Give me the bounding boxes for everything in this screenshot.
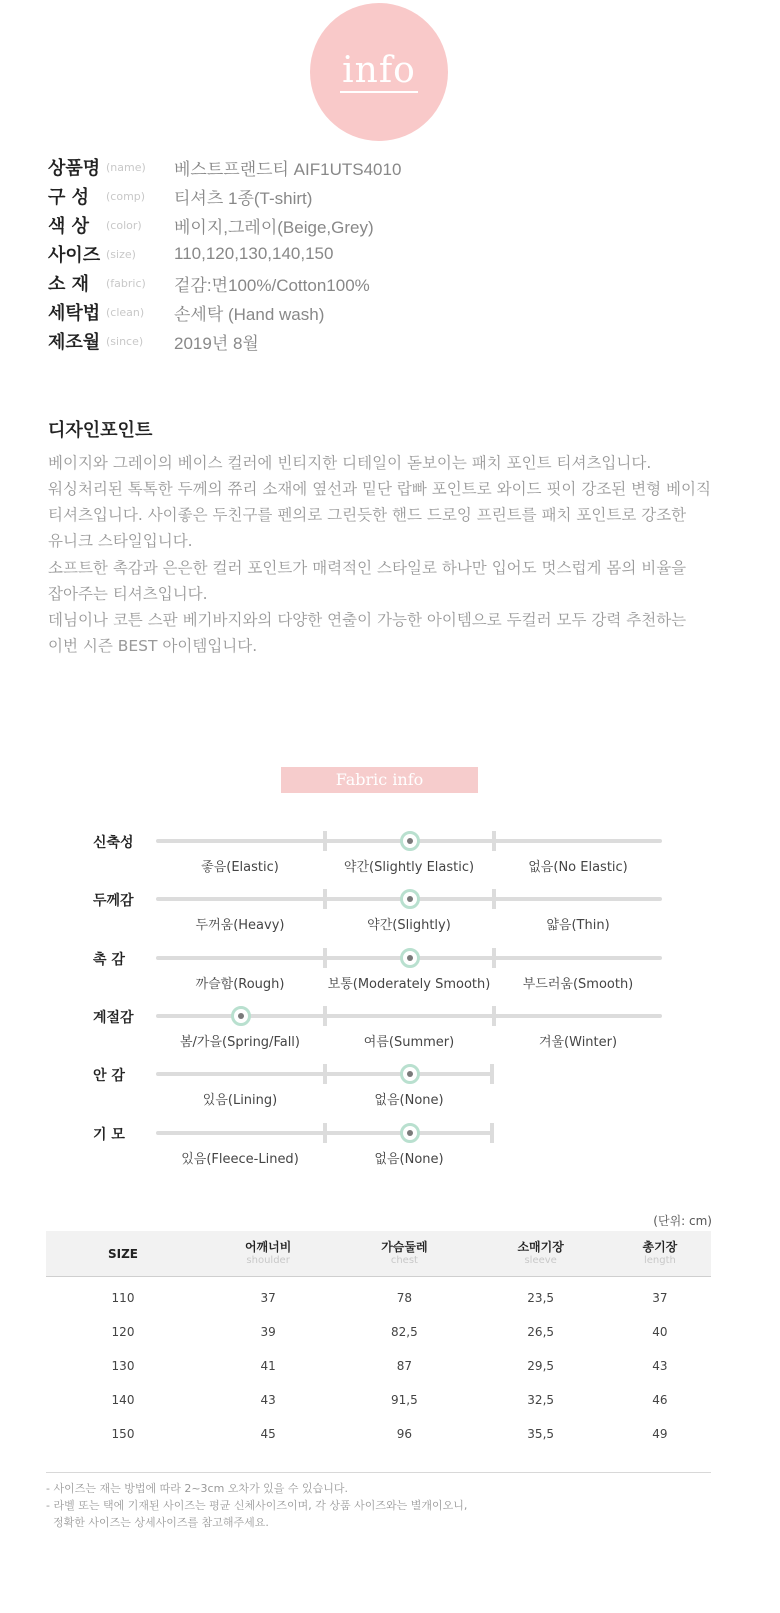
unit-label: (단위: cm) bbox=[653, 1214, 712, 1228]
table-cell: 43 bbox=[260, 1393, 276, 1407]
size-table-header bbox=[46, 1231, 711, 1277]
header-label: SIZE bbox=[107, 1246, 138, 1261]
info-value: 티셔츠 1종(T-shirt) bbox=[174, 188, 313, 208]
table-cell: 37 bbox=[260, 1291, 276, 1305]
info-sublabel: (clean) bbox=[106, 305, 145, 319]
header-sleeve bbox=[473, 1231, 609, 1277]
notes-divider bbox=[46, 1472, 711, 1473]
fabric-option-label: 보통(Moderately Smooth) bbox=[327, 977, 491, 992]
fabric-divider-tick bbox=[492, 948, 496, 968]
info-row-name bbox=[48, 154, 401, 180]
table-cell: 91,5 bbox=[391, 1393, 418, 1407]
info-label: 제조월 bbox=[48, 332, 101, 353]
header-label: 가슴둘레 bbox=[381, 1239, 428, 1254]
design-point-line: 잡아주는 티셔츠입니다. bbox=[48, 585, 208, 603]
table-cell: 96 bbox=[396, 1427, 413, 1441]
info-value: 110,120,130,140,150 bbox=[174, 244, 334, 263]
size-note: - 사이즈는 재는 방법에 따라 2~3cm 오차가 있을 수 있습니다. bbox=[46, 1482, 349, 1495]
fabric-row-label: 촉 감 bbox=[93, 952, 125, 968]
header-sublabel: sleeve bbox=[524, 1254, 557, 1266]
table-row bbox=[46, 1417, 711, 1451]
header-size bbox=[46, 1231, 200, 1277]
table-cell: 41 bbox=[260, 1359, 276, 1373]
design-point-line: 소프트한 촉감과 은은한 컬러 포인트가 매력적인 스타일로 하나만 입어도 멋스럽게 몸의 비율을 bbox=[48, 559, 687, 577]
table-row bbox=[46, 1277, 711, 1316]
table-cell: 130 bbox=[111, 1359, 135, 1373]
info-label: 구 성 bbox=[48, 187, 90, 208]
info-label: 세탁법 bbox=[48, 303, 101, 324]
fabric-option-label: 겨울(Winter) bbox=[538, 1035, 618, 1050]
info-row-size bbox=[48, 241, 333, 267]
info-value: 손세탁 (Hand wash) bbox=[174, 304, 325, 324]
info-sublabel: (since) bbox=[106, 334, 144, 348]
size-note: 정확한 사이즈는 상세사이즈를 참고해주세요. bbox=[46, 1516, 269, 1529]
fabric-option-label: 좋음(Elastic) bbox=[201, 860, 279, 875]
fabric-row-label: 안 감 bbox=[93, 1068, 125, 1084]
fabric-option-label: 두꺼움(Heavy) bbox=[195, 918, 285, 933]
fabric-option-label: 없음(None) bbox=[374, 1152, 444, 1167]
info-sublabel: (color) bbox=[106, 218, 142, 232]
fabric-row-label: 신축성 bbox=[93, 835, 134, 851]
fabric-row-label: 계절감 bbox=[93, 1010, 134, 1026]
info-row-color bbox=[48, 212, 374, 238]
table-cell: 82,5 bbox=[391, 1325, 418, 1339]
fabric-divider-tick bbox=[323, 889, 327, 909]
fabric-option-label: 있음(Fleece-Lined) bbox=[181, 1152, 299, 1167]
fabric-selected-marker bbox=[400, 1064, 420, 1084]
fabric-option-label: 얇음(Thin) bbox=[546, 918, 610, 933]
table-cell: 46 bbox=[652, 1393, 668, 1407]
table-row bbox=[46, 1349, 711, 1383]
design-point-line: 이번 시즌 BEST 아이템입니다. bbox=[48, 637, 258, 655]
info-row-since bbox=[48, 328, 259, 354]
fabric-divider-tick bbox=[323, 1064, 327, 1084]
info-label: 색 상 bbox=[48, 216, 90, 237]
size-note: - 라벨 또는 택에 기재된 사이즈는 평균 신체사이즈이며, 각 상품 사이즈와는 별개이오니, bbox=[46, 1499, 468, 1512]
fabric-divider-tick bbox=[492, 1006, 496, 1026]
fabric-option-label: 까슬함(Rough) bbox=[195, 977, 285, 992]
design-point-line: 워싱처리된 톡톡한 두께의 쮸리 소재에 옆선과 밑단 랍빠 포인트로 와이드 핏이 강조된 변형 베이직 bbox=[48, 480, 711, 498]
fabric-divider-tick bbox=[323, 948, 327, 968]
header-length bbox=[609, 1231, 711, 1277]
header-sublabel: length bbox=[643, 1254, 676, 1266]
fabric-option-label: 봄/가을(Spring/Fall) bbox=[179, 1035, 300, 1050]
table-cell: 29,5 bbox=[527, 1359, 555, 1373]
info-sublabel: (comp) bbox=[106, 189, 146, 203]
table-cell: 49 bbox=[652, 1427, 668, 1441]
info-value: 겉감:면100%/Cotton100% bbox=[174, 275, 370, 295]
fabric-divider-tick bbox=[323, 1123, 327, 1143]
header-chest bbox=[336, 1231, 472, 1277]
fabric-option-label: 없음(No Elastic) bbox=[528, 860, 628, 875]
fabric-option-label: 약간(Slightly Elastic) bbox=[343, 860, 475, 875]
fabric-option-label: 부드러움(Smooth) bbox=[522, 977, 634, 992]
info-row-clean bbox=[48, 299, 324, 325]
info-value: 베이지,그레이(Beige,Grey) bbox=[174, 217, 374, 237]
table-cell: 45 bbox=[260, 1427, 276, 1441]
fabric-row-label: 기 모 bbox=[93, 1127, 125, 1143]
table-cell: 37 bbox=[652, 1291, 668, 1305]
info-sublabel: (size) bbox=[106, 247, 136, 261]
info-value: 2019년 8월 bbox=[174, 333, 259, 353]
fabric-selected-marker bbox=[231, 1006, 251, 1026]
info-badge bbox=[310, 3, 448, 141]
fabric-selected-marker bbox=[400, 1123, 420, 1143]
fabric-option-label: 여름(Summer) bbox=[363, 1035, 455, 1050]
table-cell: 78 bbox=[396, 1291, 413, 1305]
info-label: 상품명 bbox=[48, 158, 101, 179]
fabric-info-title: Fabric info bbox=[281, 767, 478, 793]
header-label: 소매기장 bbox=[517, 1239, 564, 1254]
fabric-selected-marker bbox=[400, 831, 420, 851]
fabric-divider-tick bbox=[490, 1123, 494, 1143]
fabric-divider-tick bbox=[492, 831, 496, 851]
table-cell: 39 bbox=[260, 1325, 276, 1339]
info-row-comp bbox=[48, 183, 312, 209]
header-sublabel: shoulder bbox=[246, 1254, 290, 1266]
size-table bbox=[46, 1231, 711, 1451]
table-cell: 26,5 bbox=[527, 1325, 555, 1339]
fabric-selected-marker bbox=[400, 889, 420, 909]
table-cell: 87 bbox=[396, 1359, 413, 1373]
info-label: 사이즈 bbox=[48, 245, 101, 266]
header-shoulder bbox=[200, 1231, 336, 1277]
fabric-option-label: 약간(Slightly) bbox=[367, 918, 451, 933]
design-point-title: 디자인포인트 bbox=[48, 420, 153, 441]
fabric-divider-tick bbox=[490, 1064, 494, 1084]
table-cell: 40 bbox=[652, 1325, 668, 1339]
table-cell: 150 bbox=[111, 1427, 135, 1441]
info-badge-text: info bbox=[342, 50, 416, 91]
header-label: 어깨너비 bbox=[244, 1239, 292, 1254]
info-value: 베스트프랜드티 AIF1UTS4010 bbox=[174, 159, 402, 179]
info-sublabel: (name) bbox=[106, 160, 146, 174]
info-row-fabric bbox=[48, 270, 370, 296]
table-row bbox=[46, 1315, 711, 1349]
fabric-selected-marker bbox=[400, 948, 420, 968]
table-cell: 110 bbox=[111, 1291, 135, 1305]
info-label: 소 재 bbox=[48, 274, 90, 295]
table-cell: 32,5 bbox=[527, 1393, 555, 1407]
table-row bbox=[46, 1383, 711, 1417]
fabric-row-label: 두께감 bbox=[93, 893, 134, 909]
design-point-line: 유니크 스타일입니다. bbox=[48, 532, 193, 550]
header-label: 총기장 bbox=[642, 1239, 678, 1254]
table-cell: 43 bbox=[652, 1359, 668, 1373]
table-cell: 23,5 bbox=[527, 1291, 555, 1305]
design-point-line: 티셔츠입니다. 사이좋은 두친구를 펜의로 그린듯한 핸드 드로잉 프린트를 패치 포인트로 강조한 bbox=[48, 506, 687, 524]
table-cell: 120 bbox=[111, 1325, 135, 1339]
table-cell: 35,5 bbox=[527, 1427, 555, 1441]
fabric-divider-tick bbox=[492, 889, 496, 909]
design-point-line: 데님이나 코튼 스판 베기바지와의 다양한 연출이 가능한 아이템으로 두컬러 모두 강력 추천하는 bbox=[48, 611, 687, 629]
fabric-option-label: 있음(Lining) bbox=[202, 1093, 278, 1108]
fabric-divider-tick bbox=[323, 831, 327, 851]
design-point-line: 베이지와 그레이의 베이스 컬러에 빈티지한 디테일이 돋보이는 패치 포인트 티셔츠입니다. bbox=[48, 454, 652, 472]
info-sublabel: (fabric) bbox=[106, 276, 146, 290]
fabric-divider-tick bbox=[323, 1006, 327, 1026]
table-cell: 140 bbox=[111, 1393, 135, 1407]
header-sublabel: chest bbox=[390, 1254, 418, 1266]
fabric-option-label: 없음(None) bbox=[374, 1093, 444, 1108]
